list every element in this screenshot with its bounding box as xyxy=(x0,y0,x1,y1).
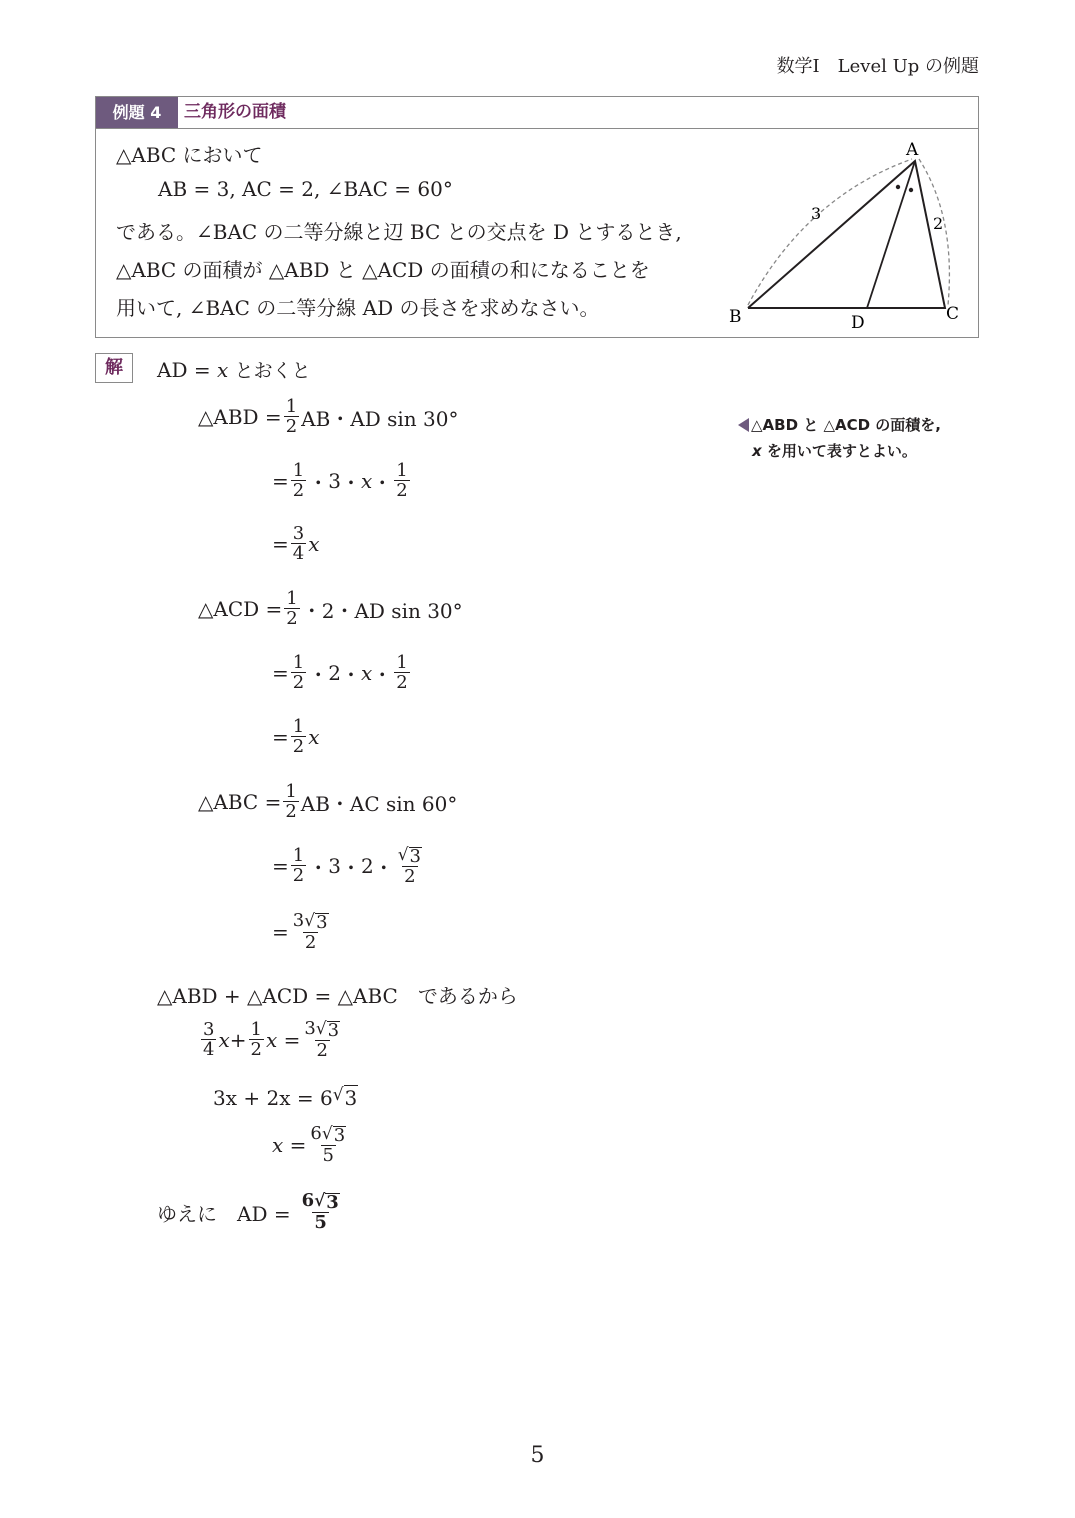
eq-abd-2: = $\frac{1}{2}$ ・ 3 ・ x ・ 1 2 xyxy=(272,460,408,501)
page-number: 5 xyxy=(530,1443,545,1468)
final-answer: ゆえに AD = 6 √ 3 5 xyxy=(157,1190,339,1233)
eq-acd-2: = $\frac{1}{2}$ ・ 2 ・ x ・ 1 2 xyxy=(272,652,408,693)
label-b: B xyxy=(729,307,742,327)
problem-header xyxy=(96,97,978,129)
angle-mark-2 xyxy=(909,188,913,192)
eq-acd-3: = $\frac{1}{2}$ x xyxy=(272,716,320,757)
eq-abc-2: = $\frac{1}{2}$ ・ 3 ・ 2 ・ √ 3 2 xyxy=(272,845,421,887)
problem-line-3: である。∠BAC の二等分線と辺 BC との交点を D とするとき, xyxy=(116,220,682,244)
triangle-outline xyxy=(748,161,945,308)
label-ac-length: 2 xyxy=(933,214,944,233)
problem-line-4: △ABC の面積が △ABD と △ACD の面積の和になることを xyxy=(116,258,650,282)
arc-ab xyxy=(748,159,912,305)
eq-abd-3: = $\frac{3}{4}$ x xyxy=(272,523,320,564)
angle-mark-1 xyxy=(896,185,900,189)
label-d: D xyxy=(851,313,865,333)
eq-sum-2: 3x + 2x = 6 √ 3 xyxy=(213,1085,358,1110)
problem-box xyxy=(95,96,979,338)
problem-tag: 例題 4 xyxy=(96,97,178,128)
pointer-triangle-icon xyxy=(738,418,749,432)
eq-sum-3: x = 6 √ 3 5 xyxy=(272,1123,346,1166)
page-header: 数学Ⅰ Level Up の例題 xyxy=(776,56,979,77)
label-a: A xyxy=(906,140,919,160)
eq-abc-1: △ABC = $\frac{1}{2}$ AB・AC sin 60° xyxy=(198,781,458,822)
label-c: C xyxy=(946,304,960,324)
side-note-line-1: △ABD と △ACD の面積を, xyxy=(738,412,941,438)
problem-line-2: AB = 3, AC = 2, ∠BAC = 60° xyxy=(158,177,453,201)
side-note-line-2: x を用いて表すとよい。 xyxy=(752,442,917,460)
problem-line-5: 用いて, ∠BAC の二等分線 AD の長さを求めなさい。 xyxy=(116,296,600,320)
label-ab-length: 3 xyxy=(811,204,822,223)
eq-abc-3: = 3 √ 3 2 xyxy=(272,910,328,953)
solution-label: 解 xyxy=(95,353,133,383)
eq-acd-1: △ACD = $\frac{1}{2}$ ・2・AD sin 30° xyxy=(198,588,463,629)
problem-title: 三角形の面積 xyxy=(184,102,286,122)
problem-line-1: △ABC において xyxy=(116,143,263,167)
eq-sum-1: 3 4 x + $\frac{1}{2}$ x = 3 √ 3 2 xyxy=(203,1018,340,1061)
triangle-figure xyxy=(726,137,976,337)
solution-intro: AD = x とおくと xyxy=(157,357,311,382)
eq-abd-1: △ABD = $\frac{1}{2}$ AB・AD sin 30° xyxy=(198,396,459,437)
side-note xyxy=(738,412,941,464)
sum-statement: △ABD + △ACD = △ABC であるから xyxy=(157,984,518,1008)
